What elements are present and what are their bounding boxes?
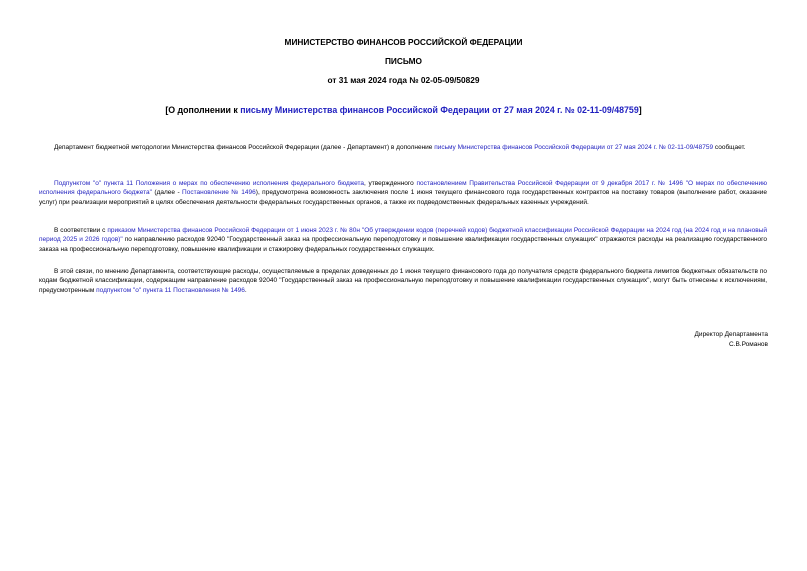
document-subject [0,105,807,116]
paragraph-2-text-2: (далее - [151,189,183,197]
signature-position: Директор Департамента [694,331,768,338]
paragraph-3 [39,226,767,254]
paragraph-1-text-2: сообщает. [713,144,746,151]
paragraph-4-subclause-link[interactable]: подпунктом "о" пункта 11 Постановления № 1496 [96,286,245,294]
paragraph-2-text-1: , утвержденного [364,180,417,187]
paragraph-2-subclause-link[interactable]: Подпунктом "о" пункта 11 Положения о мерах по обеспечению исполнения федерального бюджета [54,180,365,187]
ministry-title: МИНИСТЕРСТВО ФИНАНСОВ РОССИЙСКОЙ ФЕДЕРАЦИИ [284,37,523,47]
paragraph-2-resolution-link[interactable]: постановлением Правительства Российской Федерации от 9 декабря 2017 г. № 1496 "О мерах по обеспечению исполнения федерального бюджета" [39,180,767,197]
signature-name: С.В.Романов [728,340,768,348]
paragraph-1 [39,143,767,152]
subject-prefix: [О дополнении к [165,105,241,115]
paragraph-3-text-1: В соответствии с [54,227,108,234]
paragraph-3-text-2: по направлению расходов 92040 "Государственный заказ на профессиональную переподготовку и повышение квалификации государственных служащих" отражаются расходы на реализацию государственного заказа на профессиональную переподготовку, повышение квалификации и стажировку федеральных государственных служащих. [39,236,767,253]
paragraph-4-text-2: . [244,286,247,294]
paragraph-1-letter-link[interactable]: письму Министерства финансов Российской Федерации от 27 мая 2024 г. № 02-11-09/48759 [434,144,714,151]
subject-letter-link[interactable]: письму Министерства финансов Российской Федерации от 27 мая 2024 г. № 02-11-09/48759 [240,105,639,115]
paragraph-1-text-1: Департамент бюджетной методологии Министерства финансов Российской Федерации (далее - Департамент) в дополнение [54,144,435,151]
paragraph-4 [39,267,767,295]
paragraph-2-text-3: ), предусмотрена возможность заключения после 1 июня текущего финансового года государственных контрактов на поставку товаров (выполнение работ, оказание услуг) при реализации мероприятий в целях обеспечения деятельности федеральных государственных органов, а также их подведомственных федеральных казенных учреждений. [39,189,767,206]
paragraph-4-text-1: В этой связи, по мнению Департамента, соответствующие расходы, осуществляемые в пределах доведенных до 1 июня текущего финансового года до получателя средств федерального бюджета лимитов бюджетных обязательств по кодам бюджетной классификации, содержащим направление расходов 92040 "Государственный заказ на профессиональную переподготовку и повышение квалификации государственных служащих", могут быть отнесены к исключениям, предусмотренным [39,268,767,294]
document-date-number: от 31 мая 2024 года № 02-05-09/50829 [327,75,480,85]
paragraph-3-order-link[interactable]: приказом Министерства финансов Российской Федерации от 1 июня 2023 г. № 80н "Об утверждении кодов (перечней кодов) бюджетной классификации Российской Федерации на 2024 год (на 2024 год и на плановый период 2025 и 2026 годов)" [39,227,768,244]
paragraph-2-resolution-short-link[interactable]: Постановление № 1496 [182,189,256,197]
document-type: ПИСЬМО [384,56,423,66]
subject-suffix: ] [638,105,642,115]
signature-block [695,330,768,349]
paragraph-2 [39,179,767,207]
